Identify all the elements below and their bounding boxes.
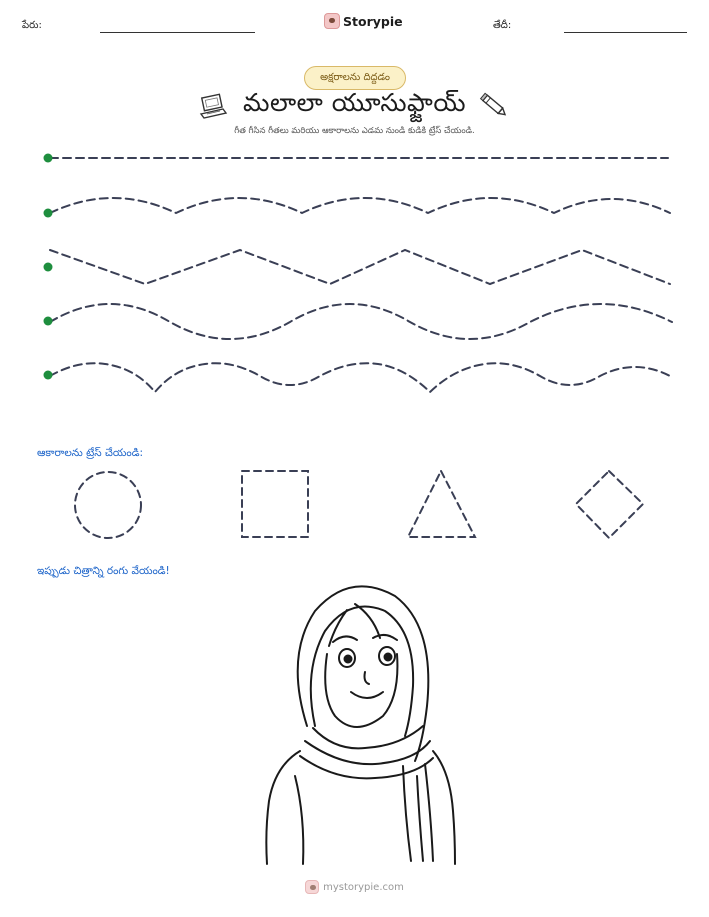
- start-dot-icon: [44, 263, 53, 272]
- start-dot-icon: [44, 154, 53, 163]
- date-label: తేదీ:: [493, 20, 512, 31]
- coloring-section-title: ఇప్పుడు చిత్రాన్ని రంగు వేయండి!: [37, 565, 170, 577]
- shape-tracing[interactable]: [0, 460, 709, 550]
- name-label: పేరు:: [22, 20, 42, 31]
- footer-text: mystorypie.com: [323, 881, 404, 893]
- storypie-logo-icon: [305, 880, 319, 894]
- footer: [0, 880, 709, 894]
- tracing-line-wave-1: [50, 198, 670, 213]
- trace-circle: [75, 472, 141, 538]
- category-pill: అక్షరాలను దిద్దడం: [304, 66, 406, 90]
- start-dot-icon: [44, 371, 53, 380]
- instruction-text: గీత గీసిన గీతలు మరియు ఆకారాలను ఎడమ నుండి కుడికి ట్రేస్ చేయండి.: [234, 126, 475, 136]
- start-dot-icon: [44, 209, 53, 218]
- logo-text: Storypie: [343, 13, 403, 29]
- trace-square: [242, 471, 308, 537]
- trace-diamond: [576, 471, 643, 538]
- tracing-line-wave-3: [50, 363, 670, 392]
- tracing-line-zigzag: [50, 250, 670, 284]
- shapes-section-title: ఆకారాలను ట్రేస్ చేయండి:: [37, 447, 144, 459]
- start-dot-icon: [44, 317, 53, 326]
- tracing-line-wave-2: [50, 304, 672, 339]
- tracing-lines[interactable]: [0, 0, 709, 420]
- malala-coloring-image[interactable]: [255, 576, 460, 866]
- worksheet-title: మలాలా యూసుఫ్జాయ్: [243, 88, 466, 117]
- trace-triangle: [408, 471, 475, 537]
